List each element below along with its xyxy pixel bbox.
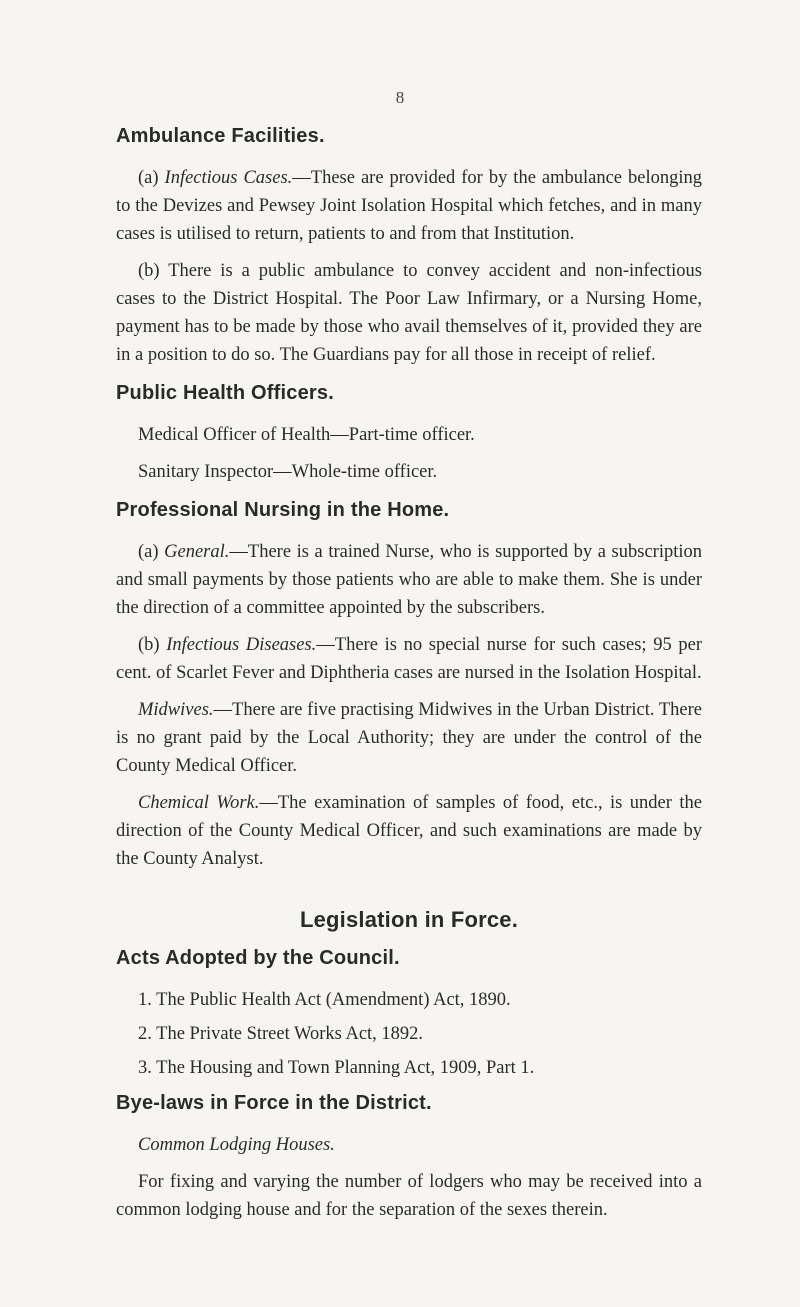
- nursing-a-title: General.: [164, 542, 230, 562]
- lodging-houses-title: Common Lodging Houses.: [138, 1135, 335, 1155]
- officers-line-1: Medical Officer of Health—Part-time officer.: [138, 425, 475, 445]
- ambulance-a-title: Infectious Cases.: [164, 168, 293, 188]
- nursing-heading: Professional Nursing in the Home.: [116, 499, 450, 521]
- midwives-text: —There are five practising Midwives in the Urban District. There is no grant paid by the Local Authority; they are under the control of the County Medical Officer.: [116, 700, 702, 776]
- midwives-paragraph: [116, 696, 702, 780]
- acts-list: [116, 986, 702, 1082]
- midwives-title: Midwives.: [138, 700, 214, 720]
- acts-heading: Acts Adopted by the Council.: [116, 947, 400, 969]
- nursing-paragraph-a: [116, 538, 702, 622]
- ambulance-paragraph-a: [116, 164, 702, 248]
- nursing-b-text: —There is no special nurse for such cases; 95 per cent. of Scarlet Fever and Diphtheria cases are nursed in the Isolation Hospital.: [116, 635, 702, 683]
- ambulance-a-text: —These are provided for by the ambulance belonging to the Devizes and Pewsey Joint Isolation Hospital which fetches, and in many cases is utilised to return, patients to and from that Institution.: [116, 168, 702, 244]
- byelaws-heading: Bye-laws in Force in the District.: [116, 1092, 432, 1114]
- list-item: 2. The Private Street Works Act, 1892.: [138, 1024, 424, 1044]
- page-content: [116, 125, 702, 1233]
- chemical-work-title: Chemical Work.: [138, 793, 260, 813]
- nursing-b-title: Infectious Diseases.: [166, 635, 317, 655]
- ambulance-heading: Ambulance Facilities.: [116, 125, 325, 147]
- nursing-a-text: —There is a trained Nurse, who is supported by a subscription and small payments by those patients who are able to make them. She is under the direction of a committee appointed by the subscribers.: [116, 542, 702, 618]
- list-item: 3. The Housing and Town Planning Act, 1909, Part 1.: [138, 1058, 535, 1078]
- page-number: 8: [395, 88, 405, 107]
- chemical-work-text: —The examination of samples of food, etc., is under the direction of the County Medical Officer, and such examinations are made by the County Analyst.: [116, 793, 702, 869]
- lodging-houses-paragraph: For fixing and varying the number of lodgers who may be received into a common lodging house and for the separation of the sexes therein.: [116, 1172, 702, 1220]
- ambulance-paragraph-b: (b) There is a public ambulance to convey accident and non-infectious cases to the District Hospital. The Poor Law Infirmary, or a Nursing Home, payment has to be made by those who avail themselves of it, provided they are in a position to do so. The Guardians pay for all those in receipt of relief.: [116, 261, 702, 365]
- nursing-b-label: (b): [138, 635, 160, 655]
- nursing-a-label: (a): [138, 542, 159, 562]
- list-item: 1. The Public Health Act (Amendment) Act, 1890.: [138, 990, 511, 1010]
- legislation-heading: Legislation in Force.: [299, 907, 519, 932]
- officers-line-2: Sanitary Inspector—Whole-time officer.: [138, 462, 438, 482]
- chemical-work-paragraph: [116, 789, 702, 873]
- ambulance-a-label: (a): [138, 168, 159, 188]
- officers-heading: Public Health Officers.: [116, 382, 334, 404]
- nursing-paragraph-b: [116, 631, 702, 687]
